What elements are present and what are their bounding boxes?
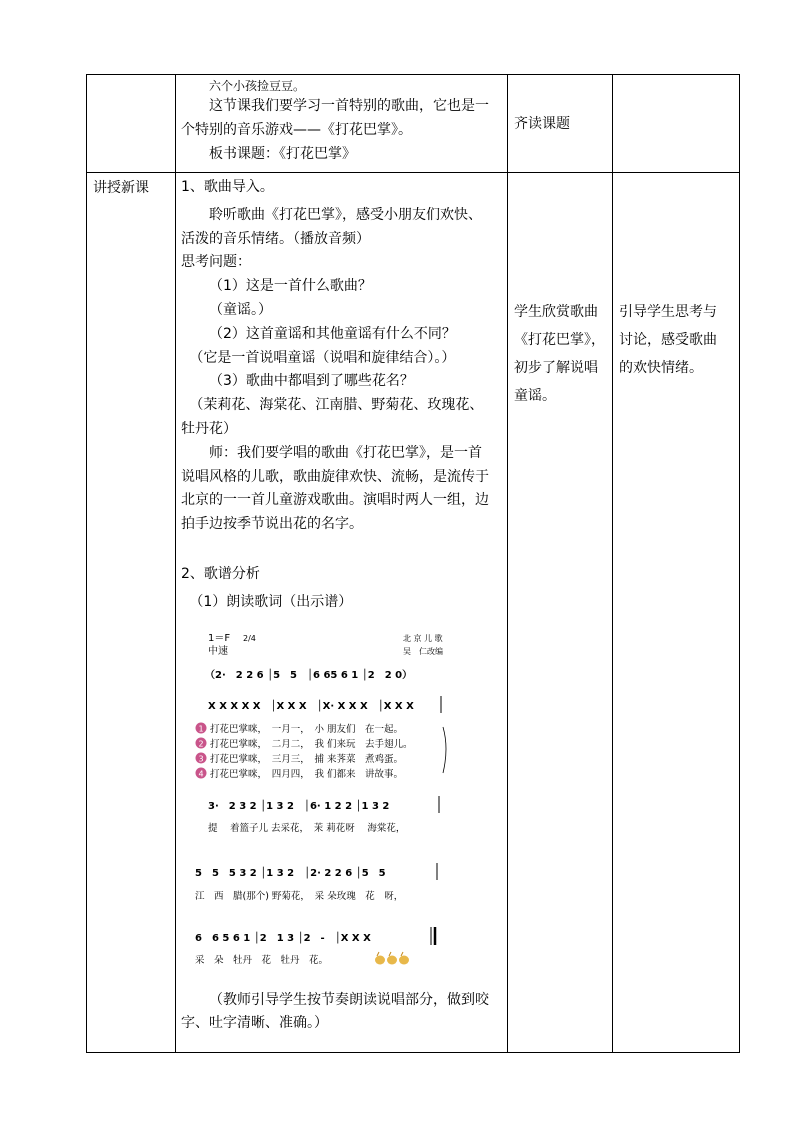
content-line: 活泼的音乐情绪。（播放音频） xyxy=(181,230,370,247)
music-score xyxy=(181,623,501,979)
heading: 2、歌谱分析 xyxy=(181,565,260,582)
verse-number: 4 xyxy=(198,769,204,779)
design-intent-cell xyxy=(613,173,740,1053)
content-cell xyxy=(176,173,508,1053)
clapping-hands-icon xyxy=(375,952,409,965)
content-line: 字、吐字清晰、准确。） xyxy=(181,1015,328,1032)
verse-3 xyxy=(196,752,404,765)
content-line: 思考问题： xyxy=(181,254,251,271)
verse-4 xyxy=(196,767,404,780)
verse-number: 3 xyxy=(198,754,204,764)
content-line: 板书课题：《打花巴掌》 xyxy=(209,145,356,162)
student-activity-text: 齐读课题 xyxy=(514,116,570,132)
answer: （童谣。） xyxy=(209,301,272,318)
content-line: 聆听歌曲《打花巴掌》，感受小朋友们欢快、 xyxy=(209,206,482,223)
design-intent-line: 讨论，感受歌曲 xyxy=(619,332,717,348)
score-line3-notes: 5 5 5 3 2 │1 3 2 │2· 2 2 6 │5 5 xyxy=(195,867,386,879)
score-line2-lyrics: 提 着篮子儿 去采花， 茉 莉花呀 海棠花， xyxy=(208,822,406,834)
design-intent-line: 的欢快情绪。 xyxy=(619,360,703,376)
score-meter: 2/4 xyxy=(243,633,256,643)
verse-number: 2 xyxy=(198,739,204,749)
subheading: （1）朗读歌词（出示谱） xyxy=(189,593,353,610)
section-title: 讲授新课 xyxy=(93,180,149,196)
verse-2 xyxy=(196,737,413,750)
content-line: 这节课我们要学习一首特别的歌曲，它也是一 xyxy=(209,98,489,114)
student-activity-line: 《打花巴掌》， xyxy=(514,332,605,348)
section-cell-empty xyxy=(87,75,176,173)
table-row xyxy=(87,173,740,1053)
score-arranger: 吴 仁改编 xyxy=(403,646,443,656)
design-intent-line: 引导学生思考与 xyxy=(619,304,717,320)
score-line2-notes: 3· 2 3 2 │1 3 2 │6· 1 2 2 │1 3 2 xyxy=(208,800,390,812)
score-intro: （2· 2 2 6 │5 5 │6 65 6 1 │2 2 0） xyxy=(205,669,413,681)
verse-number: 1 xyxy=(198,724,204,734)
content-line: 个特别的音乐游戏——《打花巴掌》。 xyxy=(181,121,412,138)
question: （2）这首童谣和其他童谣有什么不同？ xyxy=(209,325,456,342)
partial-line: 六个小孩捡豆豆。 xyxy=(209,79,306,93)
score-line4-lyrics: 采 朵 牡丹 花 牡丹 花。 xyxy=(195,954,329,966)
verse-lyrics: 打花巴掌咪， 四月四， 我 们都来 讲故事。 xyxy=(210,768,404,780)
verse-lyrics: 打花巴掌咪， 三月三， 捕 来荠菜 煮鸡蛋。 xyxy=(210,753,404,765)
student-activity-cell xyxy=(508,75,613,173)
question: （1）这是一首什么歌曲？ xyxy=(209,278,372,295)
answer: （茉莉花、海棠花、江南腊、野菊花、玫瑰花、 xyxy=(189,397,484,414)
question: （3）歌曲中都唱到了哪些花名？ xyxy=(209,373,414,390)
score-origin: 北 京 儿 歌 xyxy=(403,633,443,643)
lesson-plan-table xyxy=(86,74,740,1053)
heading: 1、歌曲导入。 xyxy=(181,179,274,195)
music-score-image xyxy=(181,623,481,979)
score-tempo: 中速 xyxy=(208,645,228,657)
score-rhythm: X X X X X │X X X │X· X X X │X X X xyxy=(208,700,414,712)
content-cell xyxy=(176,75,508,173)
content-line: 拍手边按季节说出花的名字。 xyxy=(181,516,363,533)
section-cell xyxy=(87,173,176,1053)
score-line3-lyrics: 江 西 腊(那个) 野菊花， 采 朵玫瑰 花 呀， xyxy=(195,890,404,902)
score-line4-notes: 6 6 5 6 1 │2 1 3 │2 - │X X X xyxy=(195,932,371,944)
student-activity-line: 童谣。 xyxy=(514,388,556,404)
student-activity-cell xyxy=(508,173,613,1053)
content-line: 北京的一一首儿童游戏歌曲。演唱时两人一组，边 xyxy=(181,492,489,509)
student-activity-line: 初步了解说唱 xyxy=(514,360,598,376)
content-line: （教师引导学生按节奏朗读说唱部分，做到咬 xyxy=(209,991,489,1008)
table-row xyxy=(87,75,740,173)
answer: 牡丹花） xyxy=(181,420,237,437)
content-line: 说唱风格的儿歌，歌曲旋律欢快、流畅，是流传于 xyxy=(181,468,489,485)
design-intent-cell xyxy=(613,75,740,173)
answer: （它是一首说唱童谣（说唱和旋律结合）。） xyxy=(189,349,456,366)
verse-1 xyxy=(196,722,404,735)
verse-lyrics: 打花巴掌咪， 一月一， 小 朋友们 在一起。 xyxy=(210,723,404,735)
student-activity-line: 学生欣赏歌曲 xyxy=(514,304,598,320)
verse-lyrics: 打花巴掌咪， 二月二， 我 们来玩 去手翅儿。 xyxy=(210,738,413,750)
score-key: 1＝F xyxy=(208,632,231,644)
content-line: 师：我们要学唱的歌曲《打花巴掌》，是一首 xyxy=(209,444,482,461)
